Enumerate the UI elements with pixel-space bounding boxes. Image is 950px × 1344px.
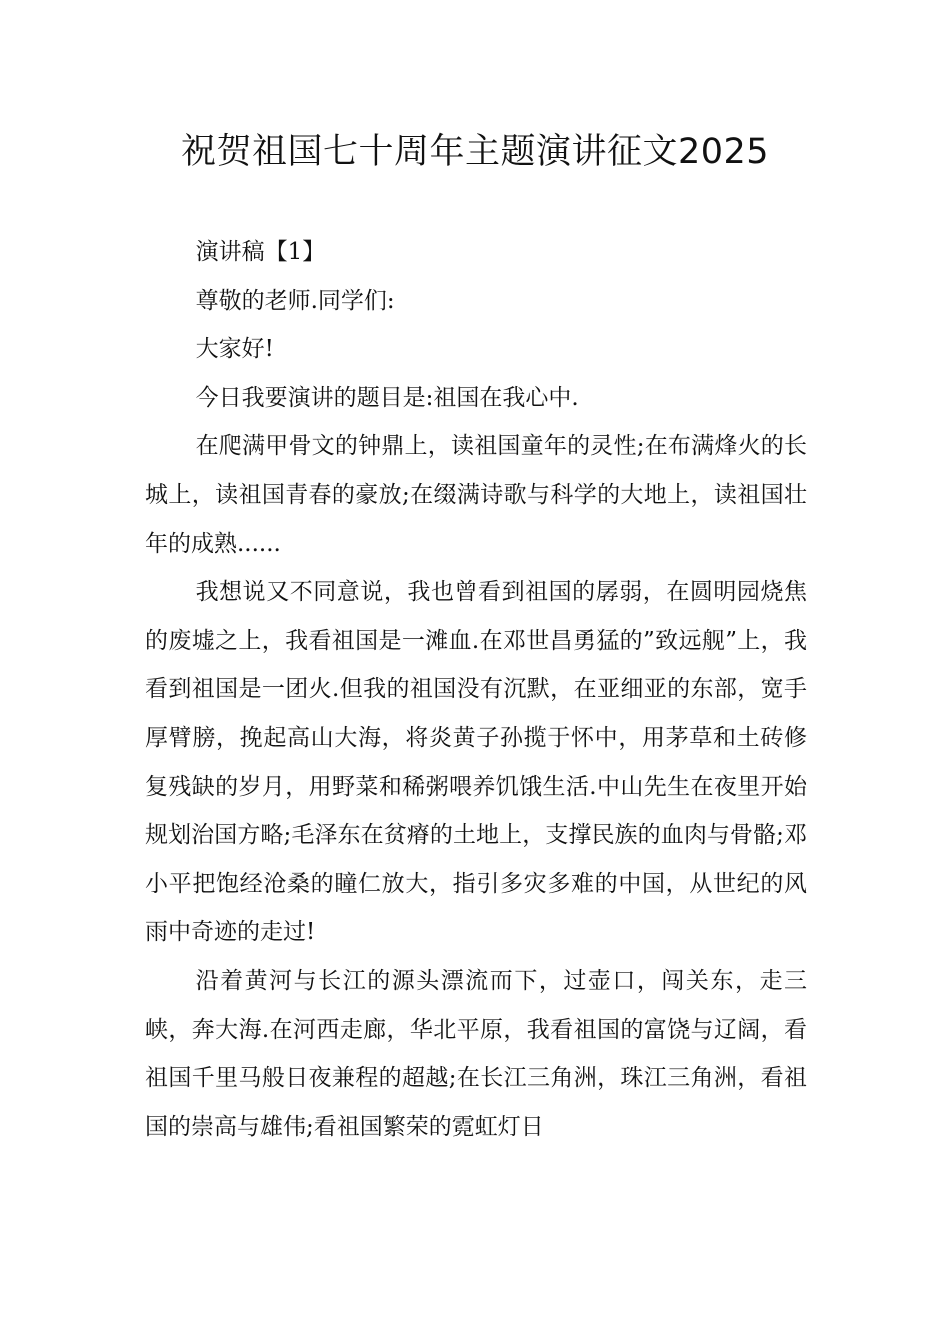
paragraph-body: 我想说又不同意说，我也曾看到祖国的孱弱，在圆明园烧焦的废墟之上，我看祖国是一滩血.在邓世昌勇猛的”致远舰”上，我看到祖国是一团火.但我的祖国没有沉默，在亚细亚的东部，宽手厚臂膀，挽起高山大海，将炎黄子孙揽于怀中，用茅草和土砖修复残缺的岁月，用野菜和稀粥喂养饥饿生活.中山先生在夜里开始规划治国方略;毛泽东在贫瘠的土地上，支撑民族的血肉与骨骼;邓小平把饱经沧桑的瞳仁放大，指引多灾多难的中国，从世纪的风雨中奇迹的走过!	[145, 579, 807, 946]
document-title: 祝贺祖国七十周年主题演讲征文2025	[180, 132, 770, 172]
document-body	[145, 228, 807, 1151]
paragraph-greeting: 大家好!	[195, 336, 274, 363]
paragraph-body: 沿着黄河与长江的源头漂流而下，过壶口，闯关东，走三峡，奔大海.在河西走廊，华北平原，我看祖国的富饶与辽阔，看祖国千里马般日夜兼程的超越;在长江三角洲，珠江三角洲，看祖国的崇高与雄伟;看祖国繁荣的霓虹灯日	[145, 967, 807, 1140]
paragraph-salutation: 尊敬的老师.同学们:	[195, 287, 395, 314]
paragraph-topic: 今日我要演讲的题目是:祖国在我心中.	[195, 384, 579, 411]
paragraph-body: 在爬满甲骨文的钟鼎上，读祖国童年的灵性;在布满烽火的长城上，读祖国青春的豪放;在缀满诗歌与科学的大地上，读祖国壮年的成熟......	[145, 433, 807, 557]
paragraph-heading: 演讲稿【1】	[195, 239, 326, 265]
